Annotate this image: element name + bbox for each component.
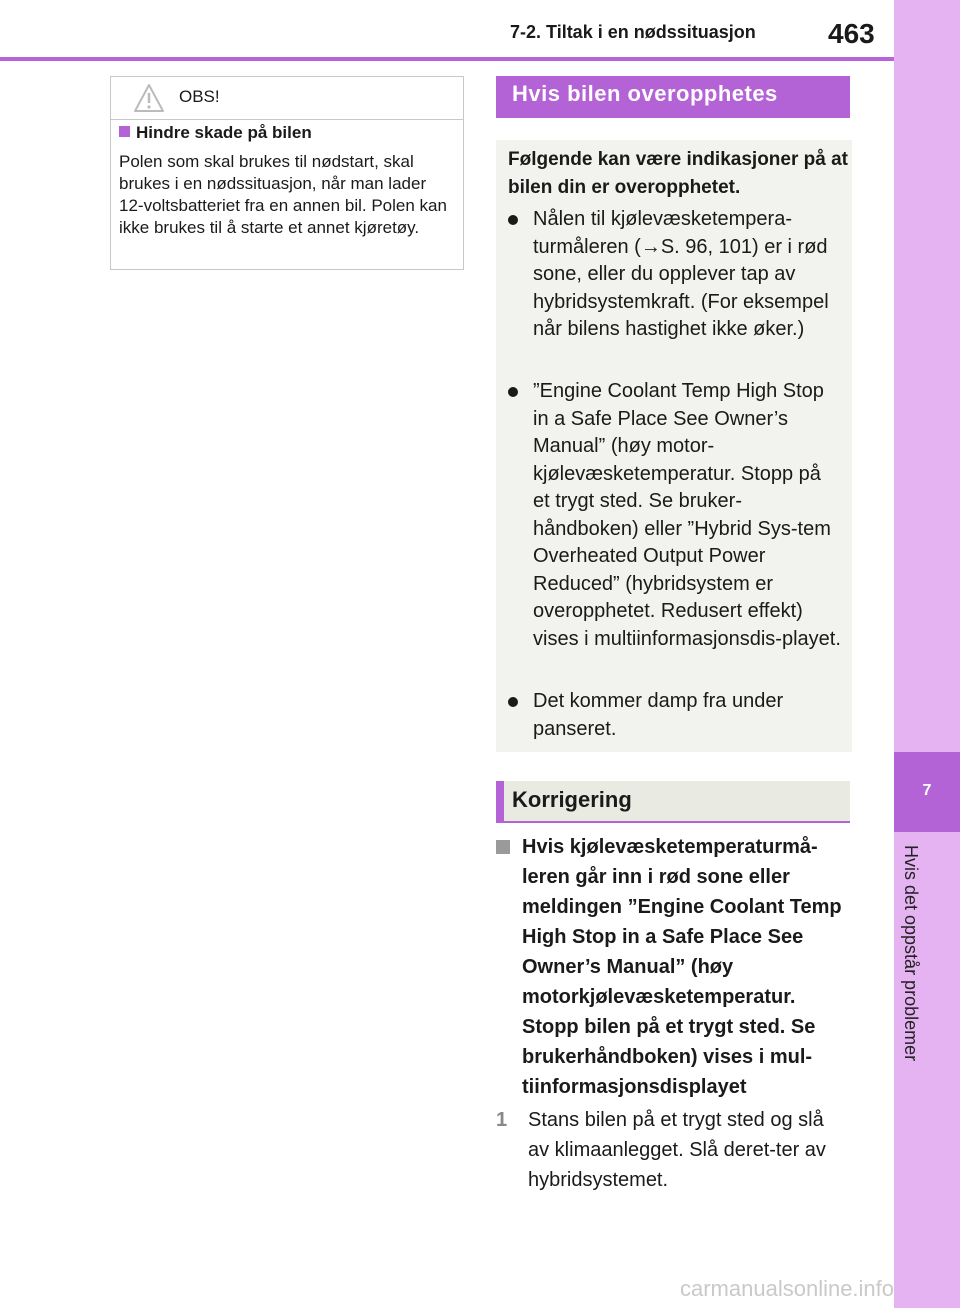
obs-header <box>111 77 463 120</box>
bullet-dot-icon <box>508 215 518 225</box>
watermark: carmanualsonline.info <box>680 1276 895 1301</box>
obs-subtitle: Hindre skade på bilen <box>119 123 312 143</box>
square-bullet-icon <box>119 126 130 137</box>
correction-heading: Korrigering <box>496 781 850 823</box>
correction-subheading: Hvis kjølevæsketemperaturmå-leren går inn i rød sone eller meldingen ”Engine Coolant Temp High Stop in a Safe Place See Owner’s Manual” (høy motorkjølevæsketemperatur. Stopp bilen på et trygt sted. Se brukerhåndboken) vises i mul-tiinformasjonsdisplayet <box>496 832 850 1102</box>
chapter-title: Hvis det oppstår problemer <box>901 845 921 1062</box>
list-item: ”Engine Coolant Temp High Stop in a Safe Place See Owner’s Manual” (høy motor-kjølevæsketemperatur. Stopp på et trygt sted. Se bruker-håndboken) eller ”Hybrid Sys-tem Overheated Output Power Reduced” (hybridsystem er overopphetet. Redusert effekt) vises i multiinformasjonsdis-playet. <box>508 378 842 653</box>
step-number: 1 <box>496 1109 508 1131</box>
step-text: Stans bilen på et trygt sted og slå av klimaanlegget. Slå deret-ter av hybridsystemet. <box>528 1109 826 1191</box>
overheating-heading: Hvis bilen overopphetes <box>496 76 850 118</box>
bullet-dot-icon <box>508 697 518 707</box>
bullet-dot-icon <box>508 387 518 397</box>
side-tab-strip <box>894 0 960 1308</box>
obs-label: OBS! <box>179 87 220 106</box>
list-item: Det kommer damp fra under panseret. <box>508 688 842 743</box>
obs-body: Polen som skal brukes til nødstart, skal brukes i en nødssituasjon, når man lader 12-voltsbatteriet fra en annen bil. Polen kan ikke brukes til å starte et annet kjøretøy. <box>119 152 447 237</box>
overheating-lead: Følgende kan være indikasjoner på at bilen din er overopphetet. <box>508 149 848 198</box>
section-header: 7-2. Tiltak i en nødssituasjon <box>510 22 756 42</box>
list-item: Nålen til kjølevæsketempera-turmåleren (→S. 96, 101) er i rød sone, eller du opplever tap av hybridsystemkraft. (For eksempel når bilens hastighet ikke øker.) <box>508 206 842 344</box>
step-item <box>496 1105 850 1195</box>
overheating-panel <box>496 140 852 752</box>
square-bullet-icon <box>496 840 510 854</box>
chapter-number: 7 <box>922 782 932 799</box>
header-divider <box>0 57 894 61</box>
obs-box <box>110 76 464 270</box>
warning-triangle-icon <box>133 83 165 113</box>
page-number: 463 <box>828 18 875 49</box>
